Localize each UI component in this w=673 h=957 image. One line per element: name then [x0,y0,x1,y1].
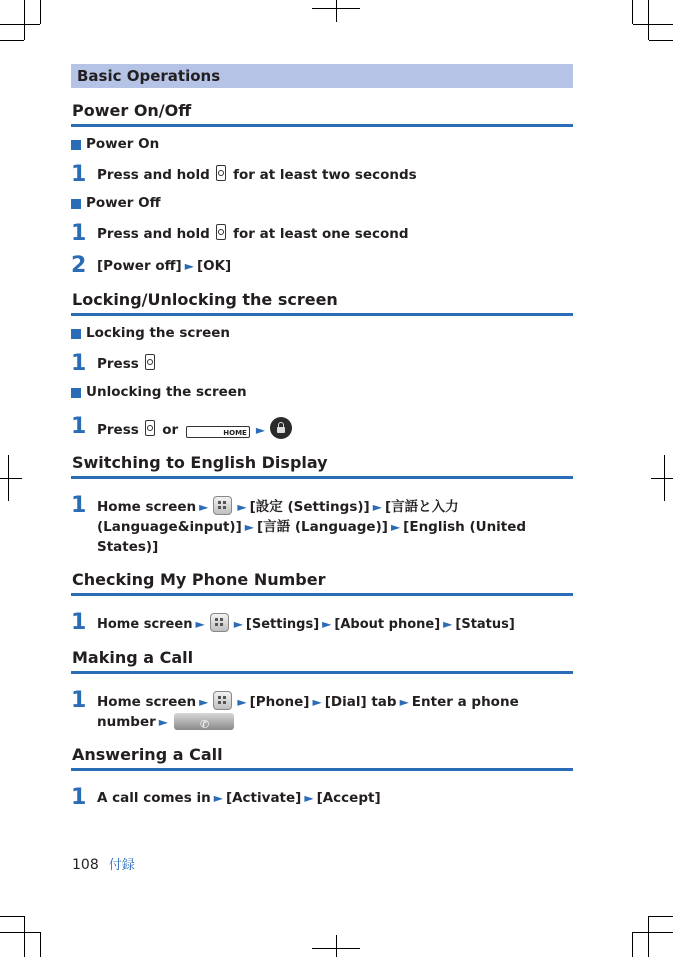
crop-mark [664,455,665,501]
crop-mark [336,0,337,22]
crop-mark [632,932,633,957]
step-text-part: Home screen [97,499,197,515]
section-title-power: Power On/Off [71,100,573,127]
step-text-part: [Activate] [225,790,302,806]
crop-mark [0,932,40,933]
step-number: 1 [71,414,87,439]
crop-mark [0,916,24,917]
crop-mark [40,0,41,24]
section-title-making-call: Making a Call [71,647,573,674]
page-footer [72,854,135,873]
arrow-right-icon: ► [244,520,255,534]
arrow-right-icon: ► [312,695,322,709]
step-text-part: Press and hold [97,226,210,242]
arrow-right-icon: ► [372,500,382,514]
step [71,164,573,186]
arrow-right-icon: ► [237,695,247,709]
arrow-right-icon: ► [195,617,205,631]
crop-mark [336,935,337,957]
step-number: 1 [71,493,87,518]
step [71,255,573,277]
step-text-part: [Dial] tab [324,694,397,710]
crop-mark [649,916,673,917]
call-button-icon [174,713,234,730]
step-text [97,164,417,185]
step-text-part: [Status] [455,617,515,632]
arrow-right-icon: ► [237,500,247,514]
step [71,223,573,245]
step-text [97,690,573,732]
crop-mark [632,0,633,24]
phone-handset-icon: ✆ [200,718,210,731]
power-key-icon [216,224,226,240]
arrow-right-icon: ► [390,520,401,534]
arrow-right-icon: ► [399,695,409,709]
step-text-part: [Settings] [245,617,320,632]
arrow-right-icon: ► [255,423,266,437]
step-text-part: [About phone] [334,617,441,632]
step-text-part: Enter a phone number [97,694,519,730]
square-bullet-icon [71,329,81,339]
section-title-lock: Locking/Unlocking the screen [71,289,573,316]
step-text-part: [言語と入力 (Language&input)] [97,499,459,535]
step [71,416,573,440]
power-key-icon [145,420,155,436]
page-content [71,64,573,809]
crop-mark [0,24,40,25]
subheading-text: Unlocking the screen [86,384,247,400]
section-title-phone-number: Checking My Phone Number [71,569,573,596]
subheading-text: Power Off [86,195,161,211]
step-number: 1 [71,785,87,810]
step-text-part: Press [97,356,139,372]
arrow-right-icon: ► [184,259,194,273]
arrow-right-icon: ► [322,617,332,631]
crop-mark [24,916,25,957]
step-number: 2 [71,253,87,278]
crop-mark [649,40,673,41]
step-text-part: [設定 (Settings)] [249,499,370,515]
crop-mark [0,40,24,41]
page-number: 108 [72,857,99,873]
arrow-right-icon: ► [158,715,169,729]
step-text [97,416,292,440]
step-text-part: [OK] [196,258,232,274]
step-text-part: or [162,422,179,438]
step-number: 1 [71,688,87,713]
subheading-text: Locking the screen [86,325,230,341]
arrow-right-icon: ► [304,791,314,805]
step-text-part: Press [97,422,139,438]
square-bullet-icon [71,199,81,209]
crop-mark [633,24,673,25]
crop-mark [648,916,649,957]
step-text [97,353,157,374]
power-key-icon [145,354,155,370]
apps-icon [213,691,232,710]
step-text-part: [Accept] [316,790,381,806]
step-text [97,255,231,276]
step [71,787,573,809]
step [71,495,573,557]
step-text-part: for at least two seconds [233,167,417,183]
step-number: 1 [71,610,87,635]
step-text-part: Home screen [97,694,197,710]
arrow-right-icon: ► [443,617,453,631]
step-text-part: [Power off] [97,258,182,274]
arrow-right-icon: ► [199,695,209,709]
crop-mark [651,478,673,479]
chapter-heading: Basic Operations [71,64,573,88]
step-text-part: [言語 (Language)] [257,519,388,535]
crop-mark [0,478,22,479]
footer-label: 付録 [108,858,135,873]
subheading-unlocking [71,383,573,402]
home-key-icon [186,426,250,438]
step-text [97,223,409,244]
crop-mark [24,0,25,40]
step-text-part: Home screen [97,617,193,632]
crop-mark [8,455,9,501]
step-text-part: [English (United States)] [97,519,527,555]
section-title-english: Switching to English Display [71,452,573,479]
subheading-power-on [71,135,573,154]
step [71,353,573,375]
arrow-right-icon: ► [233,617,243,631]
square-bullet-icon [71,140,81,150]
step-text-part: for at least one second [233,226,409,242]
apps-icon [210,613,229,632]
step-text-part: A call comes in [97,790,211,806]
subheading-locking [71,324,573,343]
apps-icon [213,496,232,515]
lock-icon [270,417,292,439]
subheading-power-off [71,194,573,213]
square-bullet-icon [71,388,81,398]
crop-mark [633,932,673,933]
step [71,690,573,732]
step-number: 1 [71,162,87,187]
step-text [97,787,381,808]
step-number: 1 [71,351,87,376]
power-key-icon [216,165,226,181]
step-text-part: [Phone] [249,694,310,710]
arrow-right-icon: ► [199,500,209,514]
crop-mark [40,932,41,957]
arrow-right-icon: ► [213,791,223,805]
step [71,612,573,635]
step-number: 1 [71,221,87,246]
crop-mark [648,0,649,40]
step-text [97,612,515,635]
step-text [97,495,573,557]
home-key-label: HOME [223,429,247,437]
subheading-text: Power On [86,136,160,152]
section-title-answering-call: Answering a Call [71,744,573,771]
step-text-part: Press and hold [97,167,210,183]
